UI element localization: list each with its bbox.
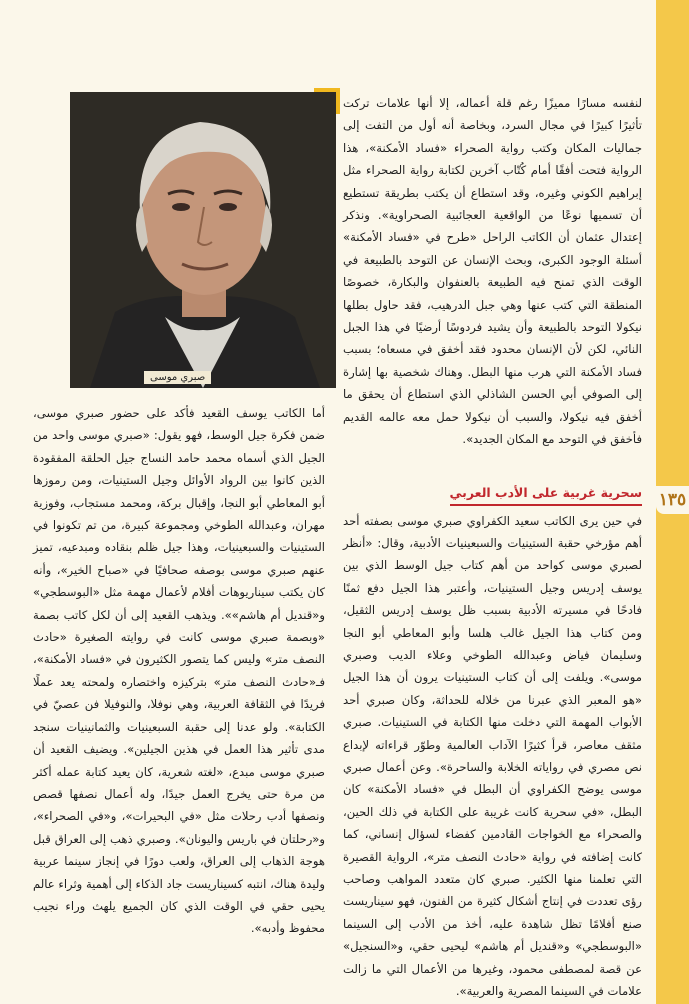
- right-text-column: [343, 92, 642, 1002]
- left-text-column: [33, 402, 325, 940]
- author-photo: [70, 92, 336, 388]
- page-number: ١٣٥: [656, 486, 689, 514]
- paragraph: أما الكاتب يوسف القعيد فأكد على حضور صبري موسى، ضمن فكرة جيل الوسط، فهو يقول: «صبري موسى واحد من الجيل الذي أسماه محمد حامد النساج جيل الحلقة المفقودة الذين كانوا بين الرواد الأوائل وجيل الستينيات، ومن رموزها أبو المعاطي أبو النجا، وإقبال بركة، ومحمد مستجاب، وفوزية مهران، وعبدالله الطوخي ومجموعة كبيرة، من تم تكونوا في الستينيات والسبعينيات، وهذا جيل ظلم بنقاده ومبدعيه، تميز عنهم صبري موسى بوصفه صحافيًا في «صباح الخير»، وأنه كان يكتب سيناريوهات أفلام لأعمال مهمة مثل «البوسطجي» و«قنديل أم هاشم»». ويذهب القعيد إلى أن لكل كاتب بصمة «وبصمة صبري موسى كانت في روايته الصغيرة «حادث النصف متر» وليس كما يتصور الكثيرون في «فساد الأمكنة»، فـ«حادث النصف متر» بتركيزه واختصاره ولمحته يعد عملًا فريدًا في الثقافة العربية، وهي نوفلا، والنوفيلا فن عصيّ في الكتابة». ولو عدنا إلى حقبة السبعينيات والثمانينيات سنجد مدى تأثير هذا العمل في هذين الجيلين». ويضيف القعيد أن صبري موسى مبدع، «لغته شعرية، كان يعيد كتابة عمله أكثر من مرة حتى يخرج العمل جيدًا، وله أعمال نصفها قصص ونصفها أدب رحلات مثل «في البحيرات»، و«في الصحراء»، و«رحلتان في باريس واليونان». وصبري ذهب إلى العراق قبل هوجة الذهاب إلى العراق، ولعب دورًا في إنجاز سينما عربية وليدة هناك، انتبه كسيناريست جاد الذكاء إلى أهمية وثراء عالم يحيى حقي في الوقت الذي كان الجميع يلهث وراء نجيب محفوظ وأدبه».: [33, 406, 325, 936]
- paragraph: لنفسه مسارًا مميزًا رغم قلة أعماله، إلا أنها علامات تركت تأثيرًا كبيرًا في مجال السرد، وبخاصة أنه أول من التفت إلى جماليات المكان وكتب رواية الصحراء «فساد الأمكنة»، هذا الرواية فتحت أفقًا أمام كُتّاب آخرين لكتابة رواية الصحراء مثل إبراهيم الكوني وغيره، وقد استطاع أن يكتب بطريقة تستطيع أن تسميها نوعًا من الواقعية العجائبية الصحراوية». ونذكر إعتدال عثمان أن الكاتب الراحل «طرح في «فساد الأمكنة» أسئلة الوجود الكبرى، وبحث الإنسان عن التوحد بالطبيعة في الوقت الذي تمنح فيه الطبيعة بالعنفوان والبكارة، خصوصًا المنطقة التي كتب عنها وهي جبل الدرهيب، فقد حاول بطلها نيكولا التوحد بالطبيعة وأن يشيد فردوسًا أرضيًا في هذا الجبل النائي، لكن لأن الإنسان محدود فقد أخفق في مسعاه؛ بسبب فساد الأمكنة التي هرب منها البطل. وهناك شخصية بها إشارة إلى الصوفي أبي الحسن الشاذلي الذي استطاع أن يحقق ما أخفق فيه نيكولا، والسبب أن نيكولا حمل معه عالمه القديم فأخفق في التوحد مع المكان الجديد».: [343, 96, 642, 447]
- section-heading: سحرية غربية على الأدب العربي: [450, 483, 642, 506]
- photo-caption: صبري موسى: [144, 371, 211, 384]
- paragraph: في حين يرى الكاتب سعيد الكفراوي صبري موسى بصفته أحد أهم مؤرخي حقبة الستينيات والسبعينيات الأدبية، وقال: «أنظر لصبري موسى كواحد من أهم كتاب جيل الوسط الذي بين يوسف إدريس وجيل الستينيات، وأعتبر هذا الجيل دفع ثمنًا فادحًا في مسيرته الأدبية بسبب ظل يوسف إدريس الثقيل، ومن كتاب هذا الجيل غالب هلسا وأبو المعاطي أبو النجا وسليمان فياض وعبدالله الطوخي وعلاء الديب وصبري موسى». ويلفت إلى أن كتاب الستينيات يرون أن هذا الجيل «هو المعبر الذي عبرنا من خلاله للحداثة، وكان صبري أحد الأبواب المهمة التي دخلت منها الكتابة في الستينيات. صبري مثقف معاصر، قرأ كثيرًا الآداب العالمية وطوّر قراءاته لإبداع نص مصري في رواياته الخلابة والساحرة». وعن أعمال صبري موسى يوضح الكفراوي أن البطل في «فساد الأمكنة» كان البطل، «في سحرية كانت غريبة على الكتابة في ذلك الحين، والصحراء مع الخواجات القادمين كفضاء لسؤال إنساني، كما كانت إضافته في رواية «حادث النصف متر»، الرواية القصيرة التي تعلمنا منها الكثير. صبري كان متعدد المواهب وصاحب رؤى تعددت في إنتاج أشكال كثيرة من الفنون، فهو سيناريست صنع أفلامًا تظل شاهدة عليه، أخذ من الأدب إلى السينما «البوسطجي» و«قنديل أم هاشم» ليحيى حقي، و«السنجيل» عن قصة لمصطفى محمود، وغيرها من الأعمال التي ما زالت علامات في السينما المصرية والعربية».: [343, 513, 642, 999]
- portrait-illustration: [70, 92, 336, 388]
- photo-corner-accent: [314, 88, 340, 114]
